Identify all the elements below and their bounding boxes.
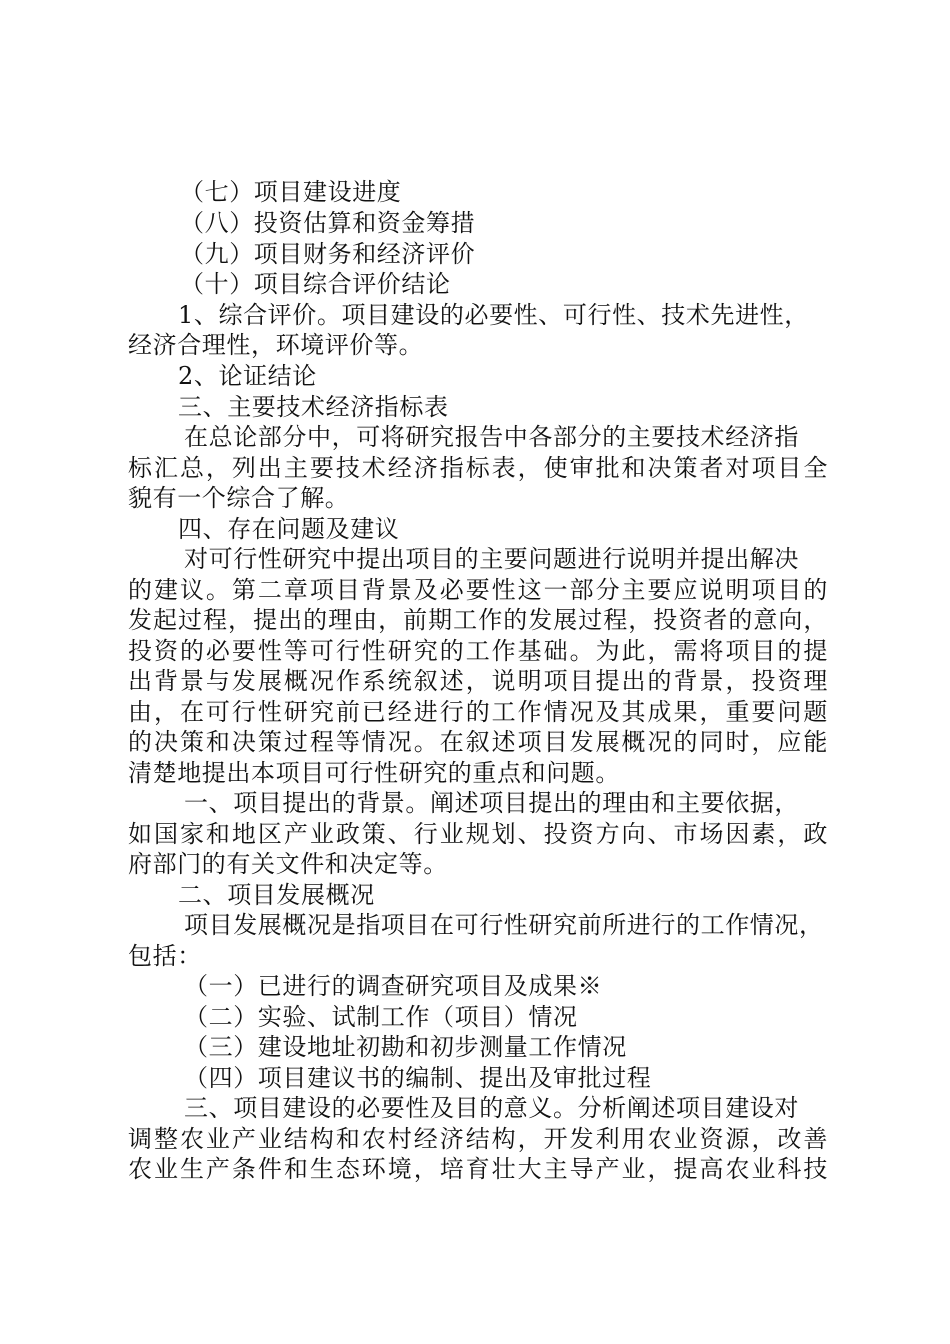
text-line: 的建议。第二章项目背景及必要性这一部分主要应说明项目的 — [128, 576, 828, 604]
text-line: 调整农业产业结构和农村经济结构，开发利用农业资源，改善 — [128, 1125, 828, 1153]
text-line: 标汇总，列出主要技术经济指标表，使审批和决策者对项目全 — [128, 454, 828, 482]
text-line: （八）投资估算和资金筹措 — [180, 209, 476, 237]
text-line: 出背景与发展概况作系统叙述，说明项目提出的背景，投资理 — [128, 667, 828, 695]
text-line: （一）已进行的调查研究项目及成果※ — [184, 972, 603, 1000]
text-line: 包括： — [128, 942, 202, 970]
text-line: 三、主要技术经济指标表 — [178, 393, 449, 421]
text-line: （九）项目财务和经济评价 — [180, 240, 476, 268]
text-line: 府部门的有关文件和决定等。 — [128, 850, 448, 878]
text-line: 四、存在问题及建议 — [178, 515, 400, 543]
text-line: 发起过程，提出的理由，前期工作的发展过程，投资者的意向， — [128, 606, 828, 634]
text-line: 貌有一个综合了解。 — [128, 484, 350, 512]
text-line: 项目发展概况是指项目在可行性研究前所进行的工作情况， — [184, 911, 824, 939]
text-line: （四）项目建议书的编制、提出及审批过程 — [184, 1064, 652, 1092]
text-line: 农业生产条件和生态环境，培育壮大主导产业，提高农业科技 — [128, 1155, 828, 1183]
text-line: 2、论证结论 — [178, 362, 317, 390]
text-line: 三、项目建设的必要性及目的意义。分析阐述项目建设对 — [184, 1094, 799, 1122]
text-line: 由，在可行性研究前已经进行的工作情况及其成果，重要问题 — [128, 698, 828, 726]
text-line: 对可行性研究中提出项目的主要问题进行说明并提出解决 — [184, 545, 799, 573]
text-line: （十）项目综合评价结论 — [180, 270, 451, 298]
text-line: 的决策和决策过程等情况。在叙述项目发展概况的同时，应能 — [128, 728, 828, 756]
text-line: 投资的必要性等可行性研究的工作基础。为此，需将项目的提 — [128, 637, 828, 665]
text-line: （三）建设地址初勘和初步测量工作情况 — [184, 1033, 627, 1061]
text-line: 1、综合评价。项目建设的必要性、可行性、技术先进性， — [178, 301, 809, 329]
text-line: 在总论部分中，可将研究报告中各部分的主要技术经济指 — [184, 423, 799, 451]
text-line: 经济合理性，环境评价等。 — [128, 331, 424, 359]
text-line: （二）实验、试制工作（项目）情况 — [184, 1003, 578, 1031]
text-line: 一、项目提出的背景。阐述项目提出的理由和主要依据， — [184, 789, 799, 817]
text-line: 二、项目发展概况 — [178, 881, 375, 909]
text-line: （七）项目建设进度 — [180, 178, 402, 206]
text-line: 如国家和地区产业政策、行业规划、投资方向、市场因素，政 — [128, 820, 828, 848]
text-line: 清楚地提出本项目可行性研究的重点和问题。 — [128, 759, 620, 787]
